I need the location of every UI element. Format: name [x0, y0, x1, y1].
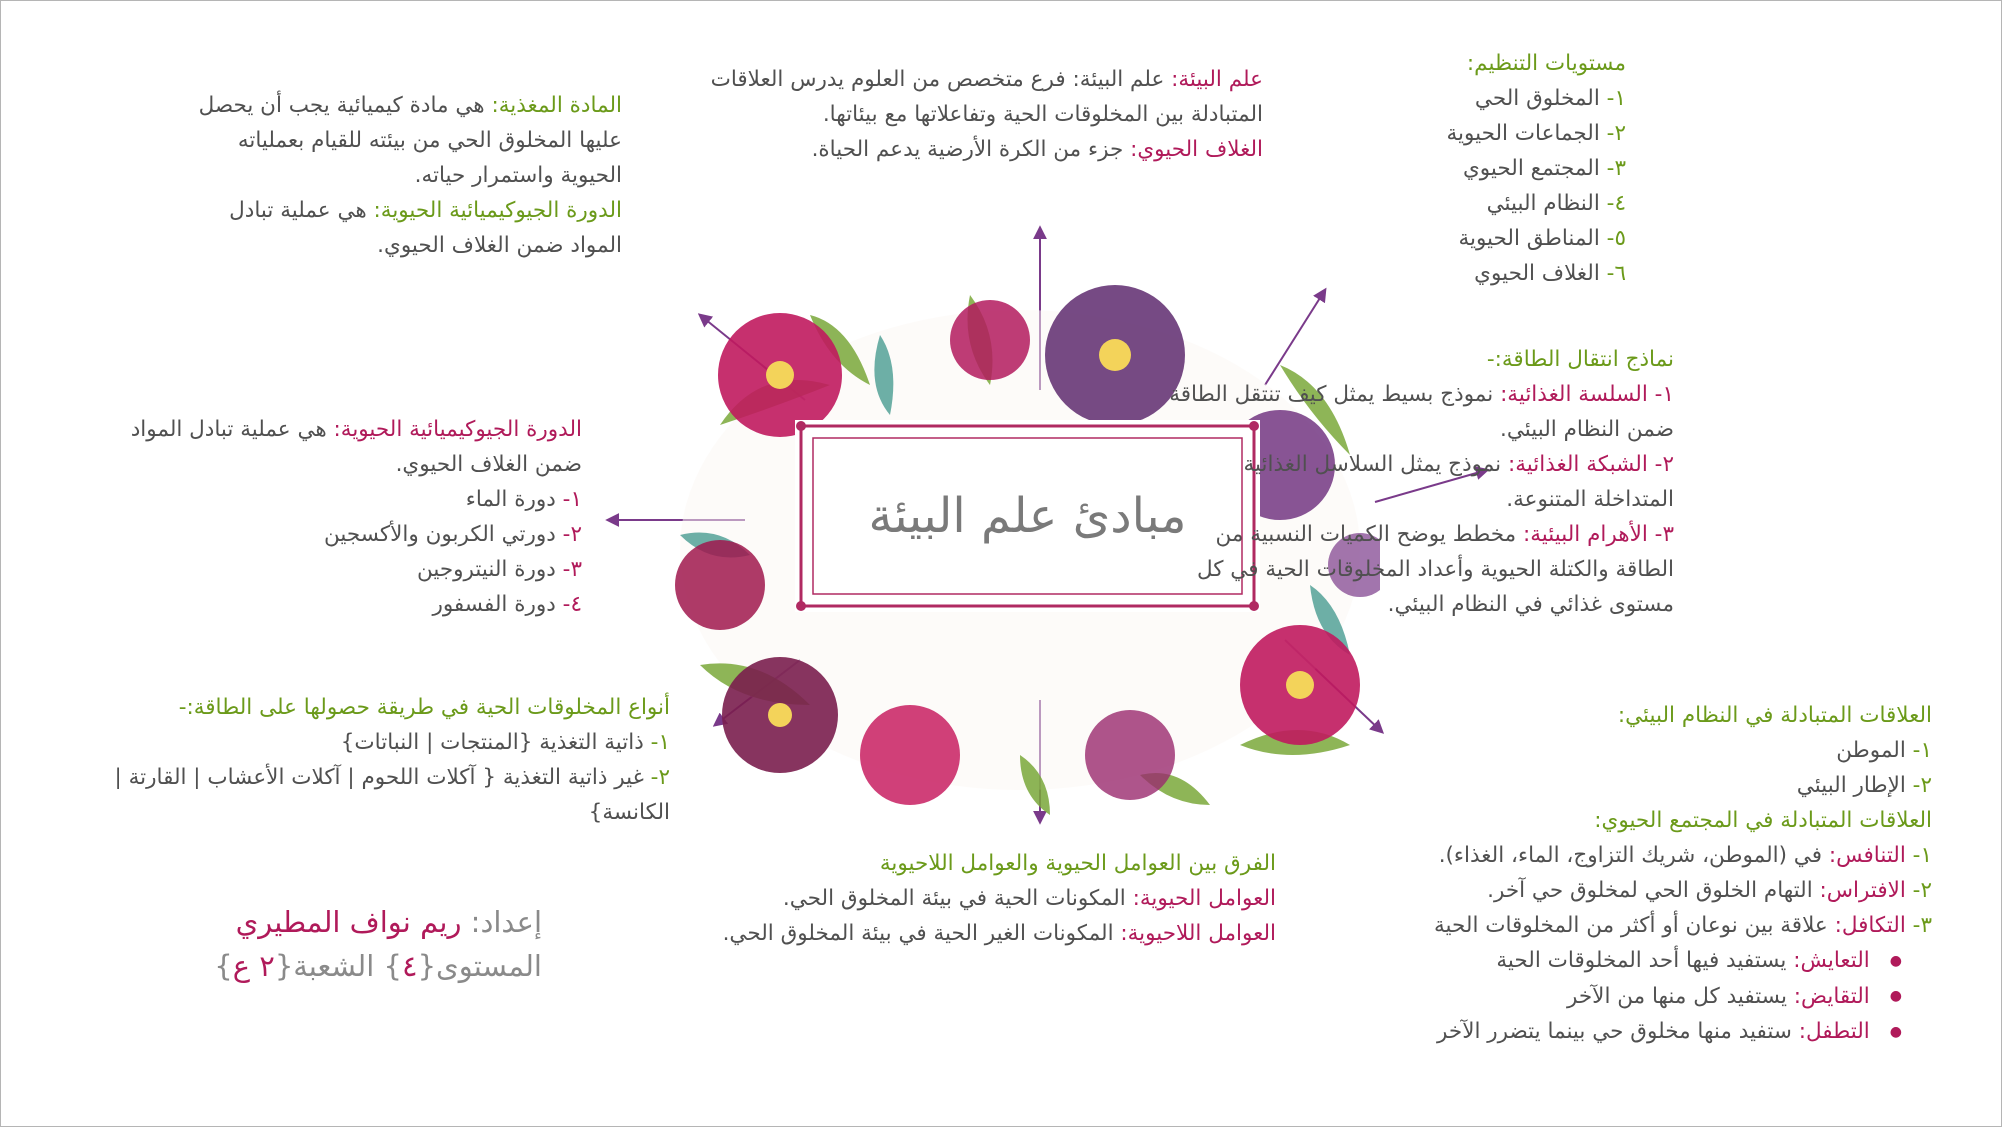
ecology-definition-block [693, 62, 1263, 167]
organization-levels-block [1326, 46, 1626, 291]
bullet-item: ●التعايش: يستفيد فيها أحد المخلوقات الحية [1496, 948, 1902, 973]
relations-heading-community: العلاقات المتبادلة في المجتمع الحيوي: [1594, 808, 1932, 833]
list-item: ١- السلسة الغذائية: نموذج بسيط يمثل كيف تنتقل الطاقة ضمن النظام البيئي. [1169, 382, 1674, 442]
nutrient-block [182, 88, 622, 263]
list-item: ١- ذاتية التغذية {المنتجات | النباتات} [340, 730, 670, 755]
relations-heading-ecosystem: العلاقات المتبادلة في النظام البيئي: [1617, 703, 1932, 728]
types-heading: أنواع المخلوقات الحية في طريقة حصولها على الطاقة:- [178, 695, 670, 720]
credit-block [182, 900, 542, 988]
relations-block [1332, 698, 1932, 1050]
factors-block [686, 846, 1276, 951]
nutrient-definition: المادة المغذية: هي مادة كيميائية يجب أن يحصل عليها المخلوق الحي من بيئته للقيام بعملياته الحيوية واستمرار حياته. [198, 93, 622, 188]
list-item: ٢- غير ذاتية التغذية { آكلات اللحوم | آكلات الأعشاب | القارتة | الكانسة} [114, 765, 670, 825]
center-title: مبادئ علم البيئة [868, 488, 1187, 544]
list-item: ٦- الغلاف الحيوي [1474, 261, 1626, 286]
level-line: المستوى{٤} الشعبة{٢ ع} [214, 949, 542, 983]
list-item: ١- الموطن [1836, 738, 1932, 763]
list-item: ٢- الجماعات الحيوية [1446, 121, 1626, 146]
organism-types-block [40, 690, 670, 830]
list-item: ٥- المناطق الحيوية [1458, 226, 1626, 251]
list-item: ٤- دورة الفسفور [432, 592, 582, 617]
energy-heading: نماذج انتقال الطاقة:- [1486, 347, 1674, 372]
list-item: ١- المخلوق الحي [1474, 86, 1626, 111]
bullet-icon: ● [1889, 1023, 1902, 1040]
bullet-icon: ● [1889, 952, 1902, 969]
ecology-definition: علم البيئة: علم البيئة: فرع متخصص من العلوم يدرس العلاقات المتبادلة بين المخلوقات الحية وتفاعلاتها مع بيئاتها. [710, 67, 1263, 127]
energy-models-block [1169, 342, 1674, 622]
list-item: ٢- دورتي الكربون والأكسجين [324, 522, 582, 547]
biotic-definition: العوامل الحيوية: المكونات الحية في بيئة المخلوق الحي. [782, 886, 1276, 911]
list-item: ٢- الشبكة الغذائية: نموذج يمثل السلاسل الغذائية المتداخلة المتنوعة. [1243, 452, 1674, 512]
bullet-item: ●التطفل: ستفيد منها مخلوق حي بينما يتضرر الآخر [1437, 1019, 1902, 1044]
factors-heading: الفرق بين العوامل الحيوية والعوامل اللاحيوية [879, 851, 1276, 876]
list-item: ٣- دورة النيتروجين [417, 557, 582, 582]
abiotic-definition: العوامل اللاحيوية: المكونات الغير الحية في بيئة المخلوق الحي. [722, 921, 1276, 946]
list-item: ٣- الأهرام البيئية: مخطط يوضح الكميات النسبية من الطاقة والكتلة الحيوية وأعداد المخلوقات الحية في كل مستوى غذائي في النظام البيئي. [1196, 522, 1674, 617]
bullet-item: ●التقايض: يستفيد كل منها من الآخر [1567, 983, 1902, 1009]
list-item: ٣- التكافل: علاقة بين نوعان أو أكثر من المخلوقات الحية [1434, 913, 1932, 938]
list-item: ٢- الإطار البيئي [1796, 773, 1932, 798]
list-item: ٣- المجتمع الحيوي [1462, 156, 1626, 181]
biosphere-definition: الغلاف الحيوي: جزء من الكرة الأرضية يدعم الحياة. [811, 137, 1263, 162]
cycles-block [102, 412, 582, 622]
biogeochemical-definition: الدورة الجيوكيميائية الحيوية: هي عملية تبادل المواد ضمن الغلاف الحيوي. [229, 198, 622, 258]
bullet-icon: ● [1889, 988, 1902, 1004]
list-item: ٢- الافتراس: التهام الخلوق الحي لمخلوق حي آخر. [1487, 878, 1932, 903]
list-item: ١- دورة الماء [465, 487, 582, 512]
author-line: إعداد: ريم نواف المطيري [235, 905, 542, 939]
organization-heading: مستويات التنظيم: [1466, 51, 1626, 76]
list-item: ١- التنافس: في (الموطن، شريك التزاوج، الماء، الغذاء). [1438, 843, 1932, 868]
list-item: ٤- النظام البيئي [1486, 191, 1626, 216]
cycles-definition: الدورة الجيوكيميائية الحيوية: هي عملية تبادل المواد ضمن الغلاف الحيوي. [130, 417, 582, 477]
